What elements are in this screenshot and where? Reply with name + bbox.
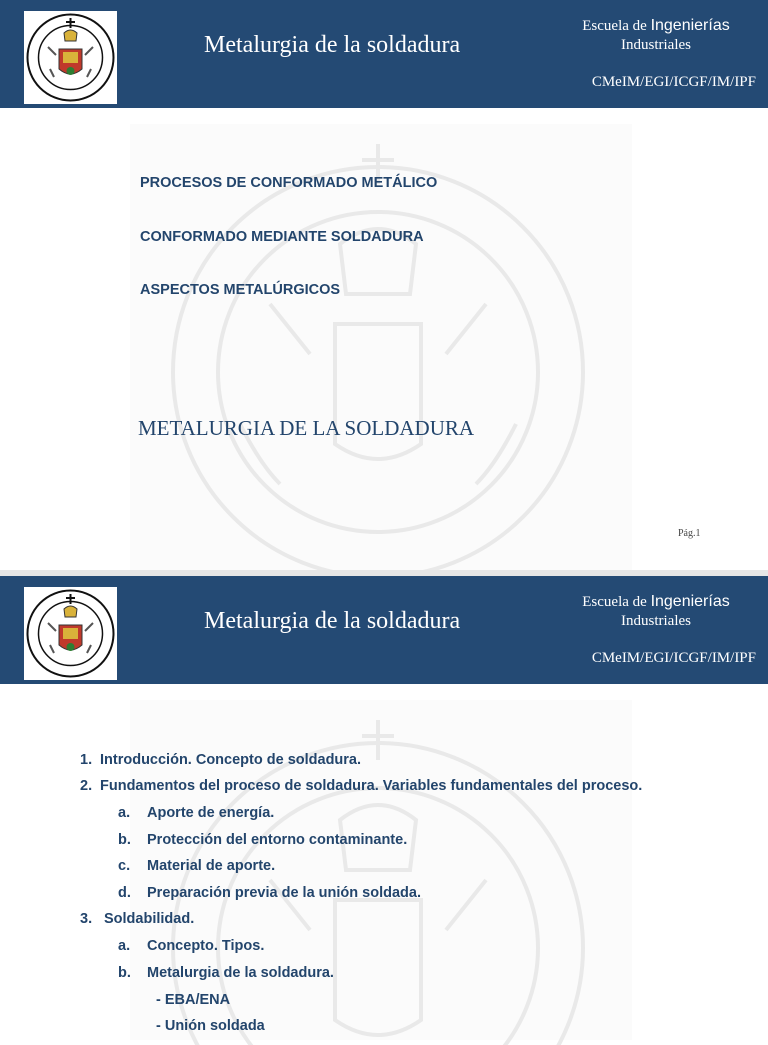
school-line2: Industriales xyxy=(621,613,691,629)
topic-3: ASPECTOS METALÚRGICOS xyxy=(140,282,341,298)
toc-subsubitem: - EBA/ENA xyxy=(156,992,231,1008)
toc-item: 1. Introducción. Concepto de soldadura. xyxy=(80,752,362,768)
main-title: METALURGIA DE LA SOLDADURA xyxy=(138,416,475,440)
topic-2: CONFORMADO MEDIANTE SOLDADURA xyxy=(140,229,424,245)
toc-item: 3. Soldabilidad. xyxy=(80,911,195,927)
university-seal-logo xyxy=(24,587,117,680)
school-line2: Industriales xyxy=(621,37,691,53)
school-name xyxy=(566,592,746,631)
topic-1: PROCESOS DE CONFORMADO METÁLICO xyxy=(140,175,438,191)
department-code: CMeIM/EGI/ICGF/IM/IPF xyxy=(591,74,756,90)
page-number: Pág.1 xyxy=(678,528,701,539)
toc-subitem: b. Metalurgia de la soldadura. xyxy=(118,965,334,981)
school-name xyxy=(566,16,746,55)
toc-subitem: a. Aporte de energía. xyxy=(118,805,275,821)
toc-subitem: b. Protección del entorno contaminante. xyxy=(118,832,408,848)
toc-subitem: d. Preparación previa de la unión soldada. xyxy=(118,885,421,901)
school-prefix: Escuela de xyxy=(582,594,651,610)
department-code: CMeIM/EGI/ICGF/IM/IPF xyxy=(591,650,756,666)
header-title: Metalurgia de la soldadura xyxy=(204,32,461,58)
school-highlight: Ingenierías xyxy=(650,593,730,610)
slide-header xyxy=(0,0,768,108)
toc-item: 2. Fundamentos del proceso de soldadura. Variables fundamentales del proceso. xyxy=(80,778,643,794)
school-prefix: Escuela de xyxy=(582,18,651,34)
university-seal-logo xyxy=(24,11,117,104)
toc-subitem: a. Concepto. Tipos. xyxy=(118,938,265,954)
toc-subsubitem: - Unión soldada xyxy=(156,1018,265,1034)
school-highlight: Ingenierías xyxy=(650,17,730,34)
header-title: Metalurgia de la soldadura xyxy=(204,608,461,634)
toc-subitem: c. Material de aporte. xyxy=(118,858,276,874)
slide-header xyxy=(0,576,768,684)
slide-2 xyxy=(0,576,768,1034)
